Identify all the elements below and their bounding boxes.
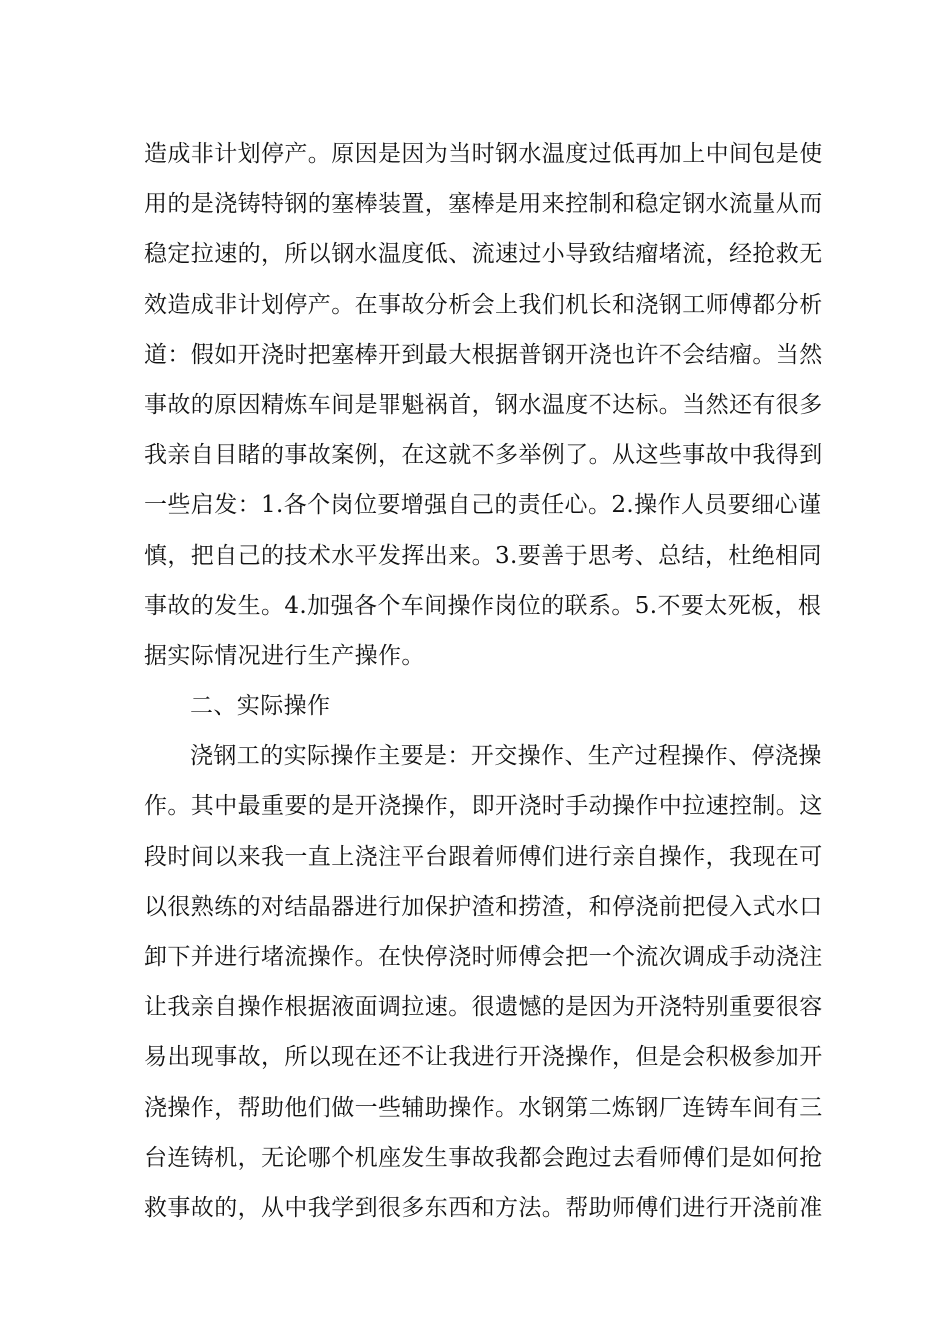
text-line: 救事故的，从中我学到很多东西和方法。帮助师傅们进行开浇前准 — [144, 1194, 823, 1221]
text-line: 慎，把自己的技术水平发挥出来。3.要善于思考、总结，杜绝相同 — [144, 542, 822, 569]
text-line: 让我亲自操作根据液面调拉速。很遗憾的是因为开浇特别重要很容 — [144, 994, 823, 1021]
section-heading: 二、实际操作 — [190, 693, 331, 720]
text-line: 台连铸机，无论哪个机座发生事故我都会跑过去看师傅们是如何抢 — [144, 1144, 823, 1171]
text-line: 道：假如开浇时把塞棒开到最大根据普钢开浇也许不会结瘤。当然 — [144, 341, 823, 368]
text-line: 作。其中最重要的是开浇操作，即开浇时手动操作中拉速控制。这 — [144, 793, 823, 820]
text-line: 易出现事故，所以现在还不让我进行开浇操作，但是会积极参加开 — [144, 1044, 823, 1071]
text-line: 浇操作，帮助他们做一些辅助操作。水钢第二炼钢厂连铸车间有三 — [144, 1094, 823, 1121]
text-line: 段时间以来我一直上浇注平台跟着师傅们进行亲自操作，我现在可 — [144, 843, 823, 870]
paragraph-first-line: 浇钢工的实际操作主要是：开交操作、生产过程操作、停浇操 — [190, 743, 822, 770]
text-line: 事故的发生。4.加强各个车间操作岗位的联系。5.不要太死板，根 — [144, 592, 822, 619]
text-line: 效造成非计划停产。在事故分析会上我们机长和浇钢工师傅都分析 — [144, 291, 823, 318]
text-line: 以很熟练的对结晶器进行加保护渣和捞渣，和停浇前把侵入式水口 — [144, 893, 823, 920]
text-line: 据实际情况进行生产操作。 — [144, 642, 425, 669]
body-text — [144, 129, 823, 1233]
text-line: 用的是浇铸特钢的塞棒装置，塞棒是用来控制和稳定钢水流量从而 — [144, 191, 823, 218]
text-line: 一些启发：1.各个岗位要增强自己的责任心。2.操作人员要细心谨 — [144, 492, 822, 519]
text-line: 卸下并进行堵流操作。在快停浇时师傅会把一个流次调成手动浇注 — [144, 944, 823, 970]
text-line: 造成非计划停产。原因是因为当时钢水温度过低再加上中间包是使 — [144, 141, 823, 167]
text-line: 事故的原因精炼车间是罪魁祸首，钢水温度不达标。当然还有很多 — [144, 391, 823, 418]
text-line: 我亲自目睹的事故案例，在这就不多举例了。从这些事故中我得到 — [144, 442, 823, 469]
text-line: 稳定拉速的，所以钢水温度低、流速过小导致结瘤堵流，经抢救无 — [144, 241, 823, 268]
